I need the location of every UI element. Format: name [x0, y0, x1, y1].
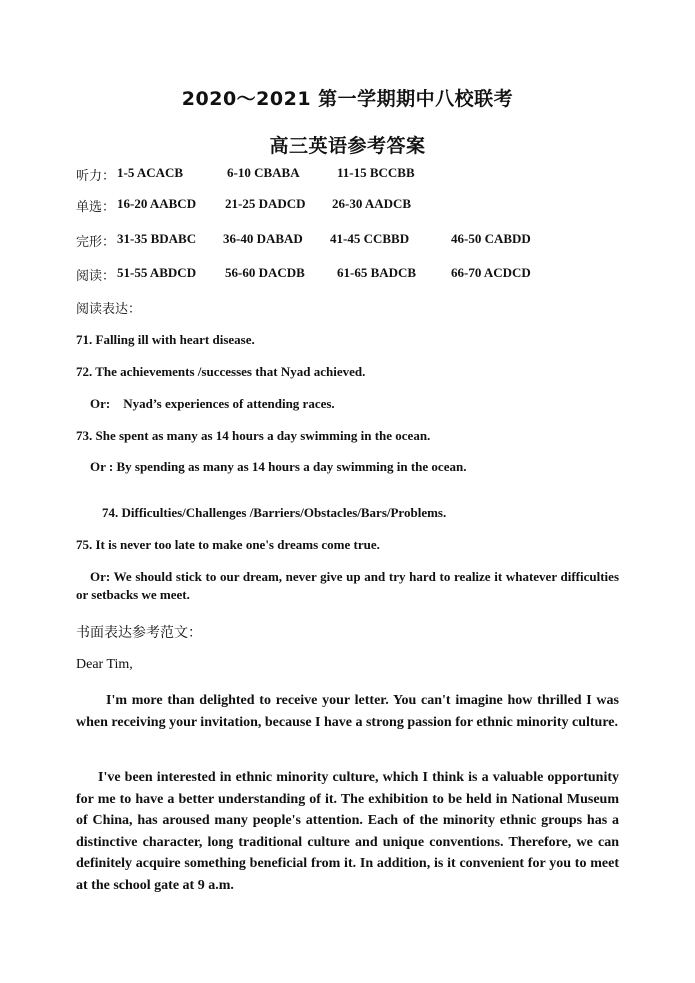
letter-greeting: Dear Tim,: [76, 657, 133, 672]
answer-73-alternative: Or : By spending as many as 14 hours a day swimming in the ocean.: [90, 459, 467, 474]
answer-72-alternative: Or: Nyad’s experiences of attending races.: [90, 396, 335, 411]
single-choice-answers: [76, 196, 636, 214]
answer-group: 31-35 BDABC: [117, 231, 197, 246]
reading-answers: [76, 265, 636, 283]
answer-group: 26-30 AADCB: [332, 196, 412, 211]
answer-75-alternative: Or: We should stick to our dream, never give up and try hard to realize it whatever difficulties or setbacks we meet.: [76, 569, 619, 602]
answer-75: 75. It is never too late to make one's dreams come true.: [76, 537, 380, 552]
answer-74: 74. Difficulties/Challenges /Barriers/Obstacles/Bars/Problems.: [102, 505, 447, 520]
single-choice-label: 单选：: [76, 200, 116, 215]
listening-answers: [76, 165, 636, 183]
answer-group: 6-10 CBABA: [227, 165, 300, 180]
answer-group: 46-50 CABDD: [451, 231, 531, 246]
answer-group: 1-5 ACACB: [117, 165, 184, 180]
answer-group: 66-70 ACDCD: [451, 265, 531, 280]
cloze-answers: [76, 231, 636, 249]
answer-group: 16-20 AABCD: [117, 196, 197, 211]
page-title: 2020～2021 第一学期期中八校联考: [181, 88, 514, 110]
answer-73: 73. She spent as many as 14 hours a day swimming in the ocean.: [76, 428, 431, 443]
page-subtitle: 高三英语参考答案: [269, 135, 426, 157]
answer-72: 72. The achievements /successes that Nyad achieved.: [76, 364, 366, 379]
writing-heading: 书面表达参考范文：: [76, 625, 202, 641]
answer-71: 71. Falling ill with heart disease.: [76, 332, 255, 347]
answer-group: 41-45 CCBBD: [330, 231, 410, 246]
cloze-label: 完形：: [76, 235, 116, 250]
answer-group: 36-40 DABAD: [223, 231, 303, 246]
reading-label: 阅读：: [76, 269, 116, 284]
answer-group: 21-25 DADCD: [225, 196, 306, 211]
letter-paragraph-1: I'm more than delighted to receive your letter. You can't imagine how thrilled I was when receiving your invitation, because I have a strong passion for ethnic minority culture.: [76, 693, 619, 730]
answer-group: 11-15 BCCBB: [337, 165, 415, 180]
answer-group: 56-60 DACDB: [225, 265, 305, 280]
answer-group: 51-55 ABDCD: [117, 265, 197, 280]
letter-paragraph-2: I've been interested in ethnic minority culture, which I think is a valuable opportunity for me to have a better understanding of it. The exhibition to be held in National Museum of China, has aroused many people's attention. Each of the minority ethnic groups has a distinctive character, long traditional culture and unique conventions. Therefore, we can definitely acquire something beneficial from it. In addition, is it convenient for you to meet at the school gate at 9 a.m.: [76, 770, 619, 893]
reading-expression-heading: 阅读表达：: [76, 302, 142, 317]
listening-label: 听力：: [76, 169, 116, 184]
answer-group: 61-65 BADCB: [337, 265, 417, 280]
